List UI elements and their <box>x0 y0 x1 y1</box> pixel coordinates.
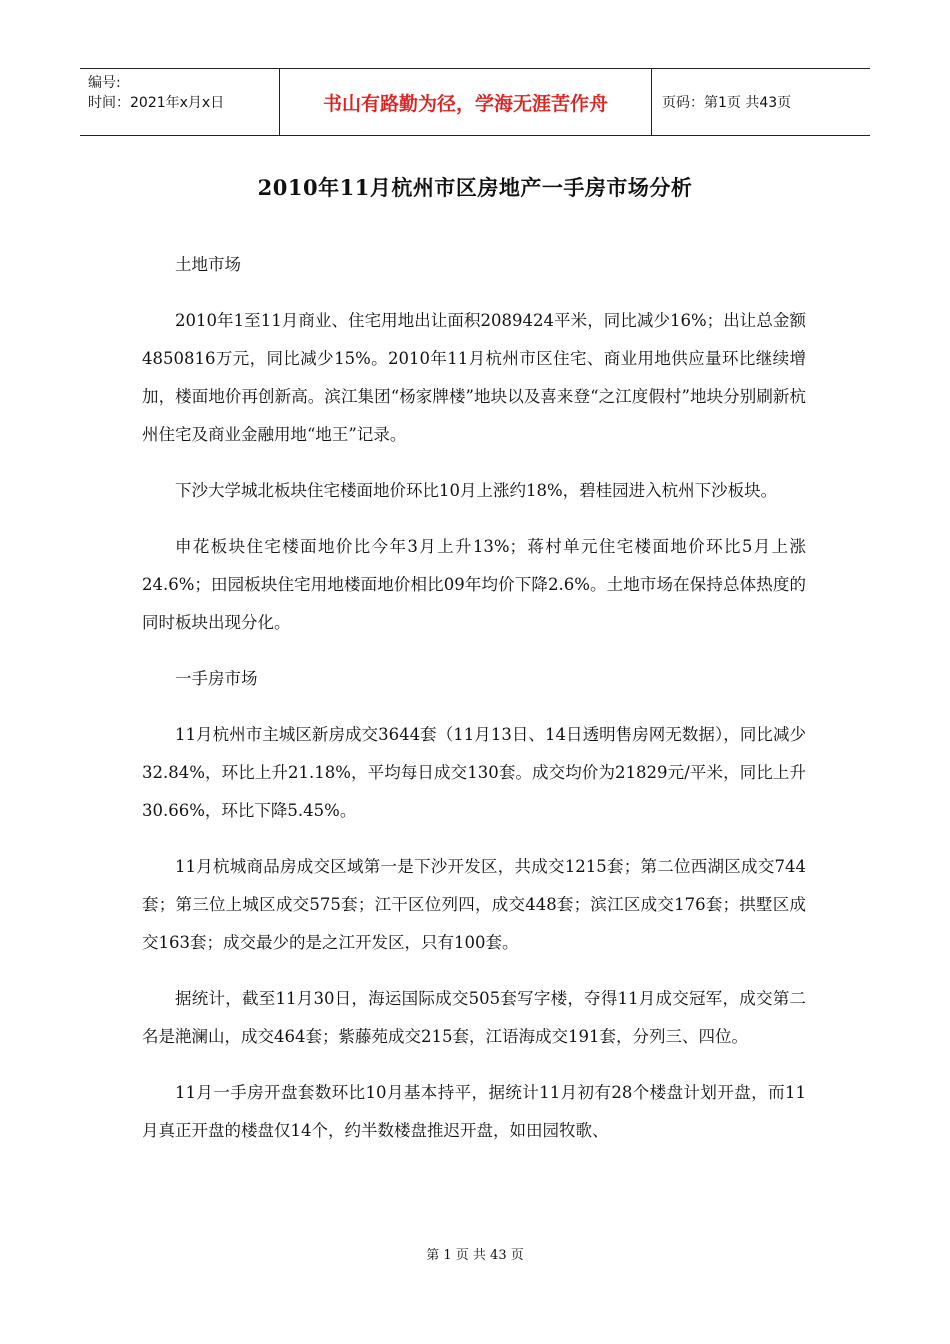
paragraph: 申花板块住宅楼面地价比今年3月上升13%；蒋村单元住宅楼面地价环比5月上涨24.6%；田园板块住宅用地楼面地价相比09年均价下降2.6%。土地市场在保持总体热度的同时板块出现分化。 <box>142 537 806 632</box>
document-time-label: 时间：2021年x月x日 <box>88 95 225 111</box>
paragraph: 11月杭州市主城区新房成交3644套（11月13日、14日透明售房网无数据），同比减少32.84%，环比上升21.18%，平均每日成交130套。成交均价为21829元/平米，同比上升30.66%，环比下降5.45%。 <box>142 725 806 820</box>
paragraph: 下沙大学城北板块住宅楼面地价环比10月上涨约18%，碧桂园进入杭州下沙板块。 <box>175 481 778 500</box>
header-meta <box>80 69 280 135</box>
paragraph: 11月一手房开盘套数环比10月基本持平，据统计11月初有28个楼盘计划开盘，而11月真正开盘的楼盘仅14个，约半数楼盘推迟开盘，如田园牧歌、 <box>142 1083 806 1140</box>
header-page-info: 页码：第1页 共43页 <box>662 95 792 111</box>
document-body <box>142 246 806 1168</box>
paragraph: 据统计，截至11月30日，海运国际成交505套写字楼，夺得11月成交冠军，成交第二名是滟澜山，成交464套；紫藤苑成交215套，江语海成交191套，分列三、四位。 <box>142 989 806 1046</box>
paragraph: 2010年1至11月商业、住宅用地出让面积2089424平米，同比减少16%；出让总金额4850816万元，同比减少15%。2010年11月杭州市区住宅、商业用地供应量环比继续增加，楼面地价再创新高。滨江集团“杨家牌楼”地块以及喜来登“之江度假村”地块分别刷新杭州住宅及商业金融用地“地王”记录。 <box>142 311 806 444</box>
page-footer: 第 1 页 共 43 页 <box>426 1248 524 1263</box>
section-heading-new-home-market: 一手房市场 <box>175 669 258 688</box>
paragraph: 11月杭城商品房成交区域第一是下沙开发区，共成交1215套；第二位西湖区成交744套；第三位上城区成交575套；江干区位列四，成交448套；滨江区成交176套；拱墅区成交163套；成交最少的是之江开发区，只有100套。 <box>142 857 806 952</box>
document-number-label: 编号: <box>88 75 121 91</box>
page-header <box>80 68 870 136</box>
document-title: 2010年11月杭州市区房地产一手房市场分析 <box>257 175 693 200</box>
section-heading-land-market: 土地市场 <box>175 255 241 274</box>
header-motto: 书山有路勤为径，学海无涯苦作舟 <box>280 69 652 135</box>
